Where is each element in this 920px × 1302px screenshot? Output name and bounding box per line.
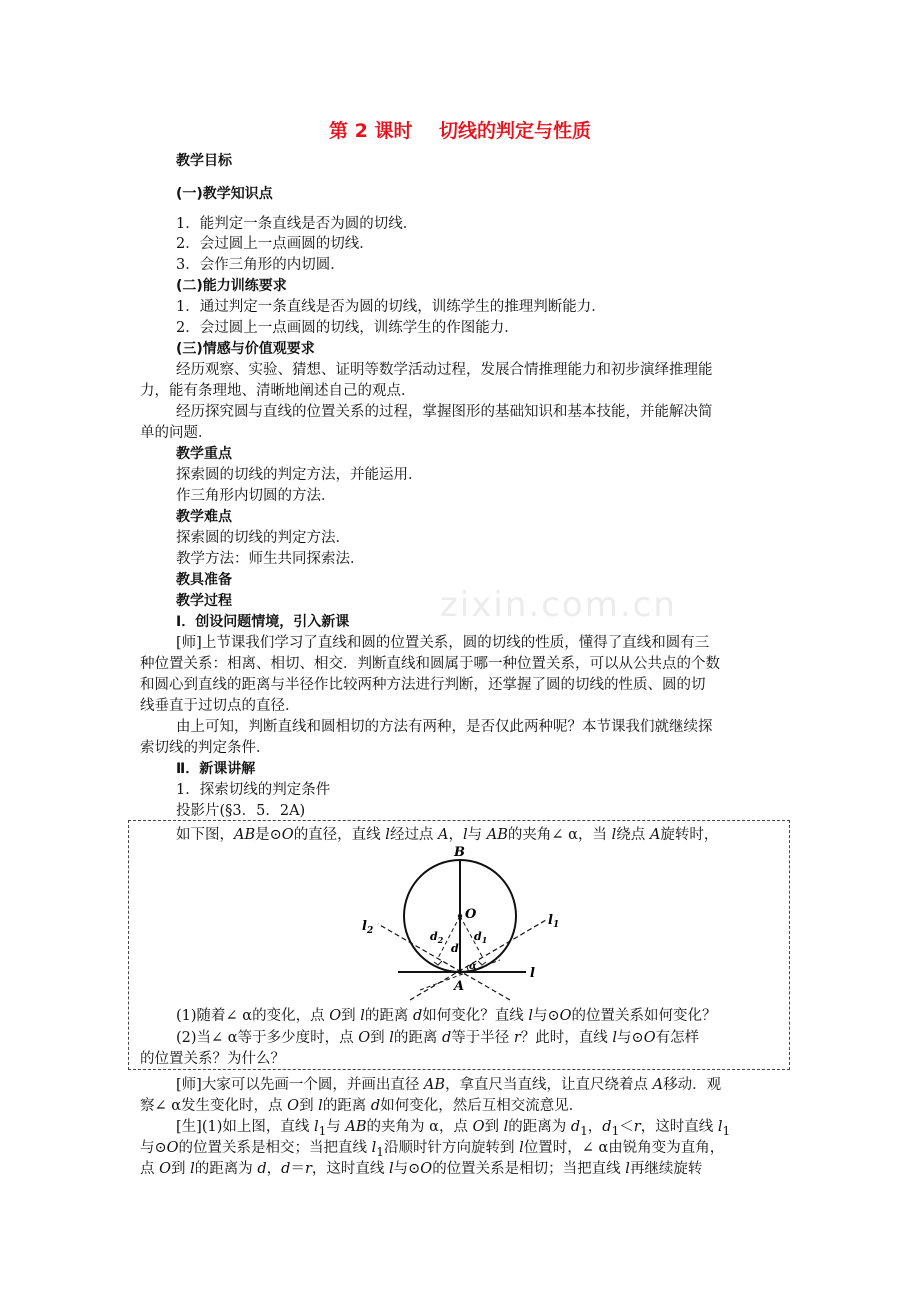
label-o: O xyxy=(465,907,477,922)
heading-objectives: 教学目标 xyxy=(176,153,232,169)
text-line: 1．通过判定一条直线是否为圆的切线，训练学生的推理判断能力． xyxy=(176,299,606,315)
text-line: 经历探究圆与直线的位置关系的过程，掌握图形的基础知识和基本技能，并能解决简 xyxy=(176,404,713,420)
text-line: 探索圆的切线的判定方法． xyxy=(176,530,350,546)
text-line: [师]大家可以先画一个圆，并画出直径 AB，拿直尺当直线，让直尺绕着点 A移动．观 xyxy=(176,1077,722,1093)
right-angle-mark xyxy=(478,961,486,965)
text-line: 察∠ α发生变化时，点 O到 l的距离 d如何变化，然后互相交流意见． xyxy=(140,1098,584,1114)
label-d1: $d_1$ xyxy=(474,930,488,945)
text-line: 投影片(§3．5．2A) xyxy=(176,803,306,819)
label-l: l xyxy=(530,966,535,981)
text-line: 与⊙O的位置关系是相交；当把直线 $l_1$沿顺时针方向旋转到 l位置时，∠ α由锐角变为直角， xyxy=(140,1140,725,1159)
text-line: 作三角形内切圆的方法． xyxy=(176,488,336,504)
text-line: 和圆心到直线的距离与半径作比较两种方法进行判断，还掌握了圆的切线的性质、圆的切 xyxy=(140,677,706,693)
text-line: 单的问题． xyxy=(140,425,213,441)
label-alpha: α xyxy=(469,961,477,972)
text-line: 探索圆的切线的判定方法，并能运用． xyxy=(176,467,423,483)
label-d2: $d_2$ xyxy=(430,930,444,945)
tangent-figure xyxy=(350,840,560,1005)
page-title: 第 2 课时 切线的判定与性质 xyxy=(329,120,591,142)
watermark: zixin.com.cn xyxy=(440,585,677,625)
heading-tools: 教具准备 xyxy=(176,572,232,588)
projection-q2-cont: 的位置关系？为什么？ xyxy=(140,1051,285,1067)
heading-values: (三)情感与价值观要求 xyxy=(176,341,315,357)
text-line: 力，能有条理地、清晰地阐述自己的观点． xyxy=(140,383,416,399)
text-line: 种位置关系：相离、相切、相交．判断直线和圆属于哪一种位置关系，可以从公共点的个数 xyxy=(140,656,720,672)
text-line: 经历观察、实验、猜想、证明等数学活动过程，发展合情推理能力和初步演绎推理能 xyxy=(176,362,713,378)
text-line: 由上可知，判断直线和圆相切的方法有两种，是否仅此两种呢？本节课我们就继续探 xyxy=(176,719,713,735)
text-line: 索切线的判定条件． xyxy=(140,740,271,756)
text-line: [师]上节课我们学习了直线和圆的位置关系，圆的切线的性质，懂得了直线和圆有三 xyxy=(176,635,710,651)
label-l2: $l_2$ xyxy=(362,919,374,936)
label-b: B xyxy=(454,845,465,860)
heading-process: 教学过程 xyxy=(176,593,232,609)
heading-knowledge: (一)教学知识点 xyxy=(176,186,273,202)
label-d: d xyxy=(451,942,459,955)
text-line: 教学方法：师生共同探索法． xyxy=(176,551,365,567)
projection-intro: 如下图，AB是⊙O的直径，直线 l经过点 A，l与 AB的夹角∠ α，当 l绕点 A旋转时， xyxy=(176,827,719,843)
projection-q2: (2)当∠ α等于多少度时，点 O到 l的距离 d等于半径 r？此时，直线 l与⊙O有怎样 xyxy=(176,1030,700,1046)
right-angle-mark xyxy=(434,961,442,965)
point-o xyxy=(458,914,462,918)
text-line: 线垂直于过切点的直径． xyxy=(140,698,300,714)
heading-key-point: 教学重点 xyxy=(176,446,232,462)
text-line: 1．探索切线的判定条件 xyxy=(176,782,331,798)
text-line: 3．会作三角形的内切圆． xyxy=(176,257,345,273)
heading-section-1: Ⅰ．创设问题情境，引入新课 xyxy=(176,614,350,630)
label-a: A xyxy=(454,979,465,994)
projection-q1: (1)随着∠ α的变化，点 O到 l的距离 d如何变化？直线 l与⊙O的位置关系如何变化？ xyxy=(176,1008,717,1024)
heading-difficulty: 教学难点 xyxy=(176,509,232,525)
heading-section-2: Ⅱ．新课讲解 xyxy=(176,761,256,777)
point-a xyxy=(458,970,462,974)
text-line: 2．会过圆上一点画圆的切线． xyxy=(176,236,374,252)
text-line: 2．会过圆上一点画圆的切线，训练学生的作图能力． xyxy=(176,320,519,336)
heading-ability: (二)能力训练要求 xyxy=(176,278,287,294)
text-line: [生](1)如上图，直线 $l_1$与 AB的夹角为 α，点 O到 l的距离为 $d_1$，$d_1<r$，这时直线 $l_1$ xyxy=(176,1119,731,1138)
text-line: 点 O到 l的距离为 d，d＝r，这时直线 l与⊙O的位置关系是相切；当把直线 l再继续旋转 xyxy=(140,1161,703,1177)
label-l1: $l_1$ xyxy=(548,913,560,930)
text-line: 1．能判定一条直线是否为圆的切线． xyxy=(176,216,418,232)
